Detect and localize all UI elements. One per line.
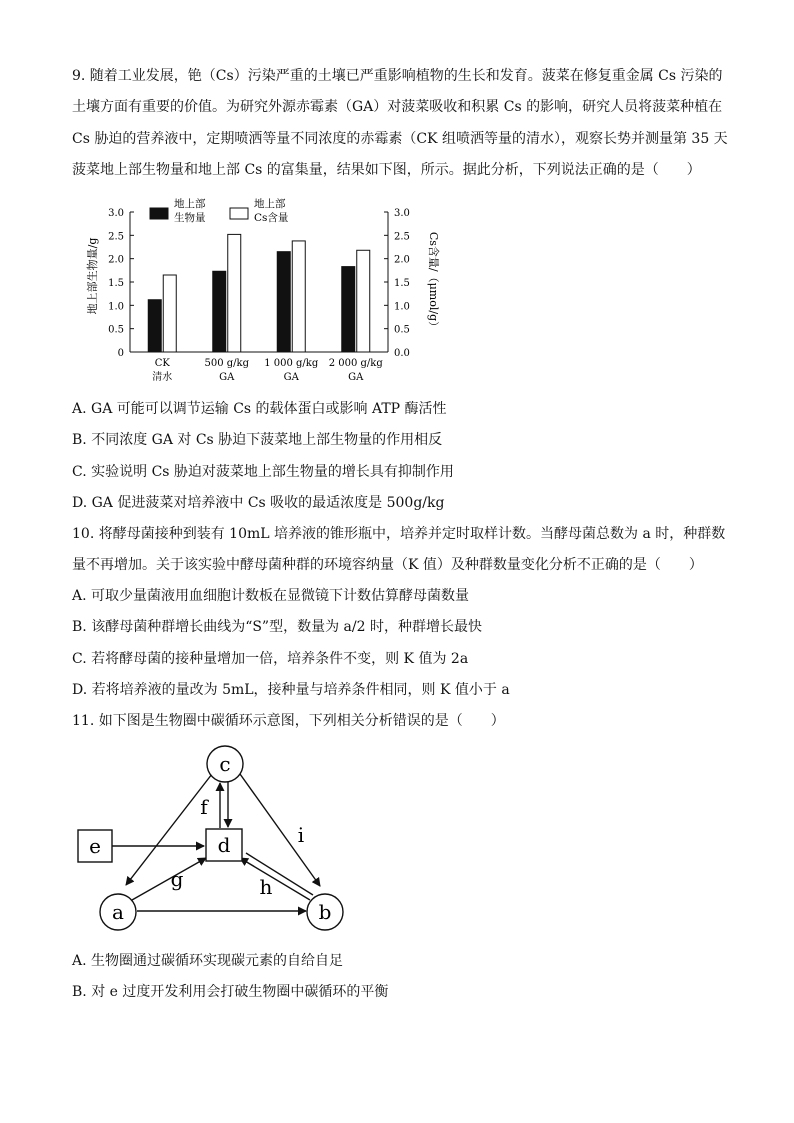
y-tick-label-right: 0.5: [394, 324, 410, 336]
y-tick-label-right: 2.0: [394, 254, 410, 266]
y-tick-label-left: 3.0: [108, 208, 124, 219]
bar-cs-content: [228, 234, 241, 352]
y-axis-label-right: Cs含量/（μmol/g）: [427, 231, 440, 333]
y-tick-label-right: 2.5: [394, 231, 410, 243]
chart-legend: [150, 197, 288, 224]
bar-biomass: [148, 300, 161, 352]
q10-line-2: 量不再增加。关于该实验中酵母菌种群的环境容纳量（K 值）及种群数量变化分析不正确的是（ ）: [72, 557, 703, 573]
q10-option-b: B. 该酵母菌种群增长曲线为“S”型，数量为 a/2 时，种群增长最快: [72, 619, 482, 635]
y-tick-label-left: 0.5: [108, 324, 124, 336]
q9-line-4: 菠菜地上部生物量和地上部 Cs 的富集量，结果如下图，所示。据此分析，下列说法正确的是（ ）: [72, 162, 701, 178]
legend-label: 地上部: [254, 198, 286, 210]
legend-swatch-biomass: [150, 208, 168, 219]
edge-label-f: f: [200, 795, 208, 819]
edge-label-g: g: [170, 867, 184, 891]
bar-biomass: [213, 271, 226, 352]
q10-line-1: 10. 将酵母菌接种到装有 10mL 培养液的锥形瓶中，培养并定时取样计数。当酵母菌总数为 a 时，种群数: [72, 526, 726, 542]
x-tick-label: 清水: [152, 372, 173, 383]
q10-option-c: C. 若将酵母菌的接种量增加一倍，培养条件不变，则 K 值为 2a: [72, 651, 469, 667]
x-tick-label: GA: [348, 372, 364, 383]
bar-biomass: [342, 267, 355, 352]
x-tick-label: 1 000 g/kg: [264, 358, 319, 369]
edge-label-i: i: [297, 823, 305, 847]
legend-label: 地上部: [174, 198, 206, 210]
edge-c-to-b: [240, 774, 320, 886]
q9-option-a: A. GA 可能可以调节运输 Cs 的载体蛋白或影响 ATP 酶活性: [72, 401, 447, 417]
legend-label: Cs含量: [254, 212, 289, 224]
legend-label: 生物量: [174, 212, 206, 224]
node-d-label: d: [217, 833, 231, 857]
carbon-cycle-diagram: [70, 742, 360, 938]
node-a-label: a: [112, 900, 124, 924]
q9-option-c: C. 实验说明 Cs 胁迫对菠菜地上部生物量的增长具有抑制作用: [72, 464, 454, 480]
y-tick-label-left: 1.0: [108, 301, 124, 313]
q9-bar-chart: [80, 192, 440, 392]
x-tick-label: 500 g/kg: [204, 358, 249, 369]
q11-line: 11. 如下图是生物圈中碳循环示意图，下列相关分析错误的是（ ）: [72, 713, 505, 729]
x-tick-label: GA: [283, 372, 299, 383]
edge-a-to-d-g: [132, 858, 206, 900]
y-tick-label-right: 0.0: [394, 348, 410, 359]
edge-label-h: h: [259, 875, 273, 899]
bar-cs-content: [357, 250, 370, 352]
y-axis-label-left: 地上部生物量/g: [86, 237, 99, 315]
x-tick-label: CK: [154, 358, 170, 369]
q11-option-b: B. 对 e 过度开发利用会打破生物圈中碳循环的平衡: [72, 984, 389, 1000]
q9-line-1: 9. 随着工业发展，铯（Cs）污染严重的土壤已严重影响植物的生长和发育。菠菜在修复重金属 Cs 污染的: [72, 68, 723, 84]
y-tick-label-left: 2.5: [108, 231, 124, 243]
edge-b-to-d-h: [240, 858, 310, 900]
q10-option-d: D. 若将培养液的量改为 5mL，接种量与培养条件相同，则 K 值小于 a: [72, 682, 510, 698]
node-e-label: e: [89, 834, 101, 858]
q9-line-2: 土壤方面有重要的价值。为研究外源赤霉素（GA）对菠菜吸收和积累 Cs 的影响，研究人员将菠菜种植在: [72, 99, 723, 115]
y-tick-label-left: 1.5: [108, 278, 124, 289]
q11-option-a: A. 生物圈通过碳循环实现碳元素的自给自足: [72, 953, 344, 969]
chart-bars: [148, 234, 370, 352]
q9-option-b: B. 不同浓度 GA 对 Cs 胁迫下菠菜地上部生物量的作用相反: [72, 432, 443, 448]
node-b-label: b: [318, 900, 332, 924]
y-tick-label-right: 3.0: [394, 208, 410, 219]
y-tick-label-right: 1.0: [394, 301, 410, 313]
y-tick-label-left: 2.0: [108, 254, 124, 266]
edge-d-to-b: [246, 853, 313, 895]
bar-cs-content: [292, 241, 305, 352]
bar-cs-content: [163, 275, 176, 352]
q9-option-d: D. GA 促进菠菜对培养液中 Cs 吸收的最适浓度是 500g/kg: [72, 495, 445, 511]
y-tick-label-left: 0: [117, 348, 124, 359]
bar-biomass: [277, 252, 290, 352]
y-tick-label-right: 1.5: [394, 278, 410, 289]
x-tick-label: GA: [219, 372, 235, 383]
q10-option-a: A. 可取少量菌液用血细胞计数板在显微镜下计数估算酵母菌数量: [72, 588, 470, 604]
edge-c-to-a: [126, 774, 212, 885]
node-c-label: c: [219, 752, 231, 776]
q9-line-3: Cs 胁迫的营养液中，定期喷洒等量不同浓度的赤霉素（CK 组喷洒等量的清水），观察长势并测量第 35 天: [72, 131, 728, 147]
x-tick-label: 2 000 g/kg: [328, 358, 383, 369]
legend-swatch-cs-content: [230, 208, 248, 219]
